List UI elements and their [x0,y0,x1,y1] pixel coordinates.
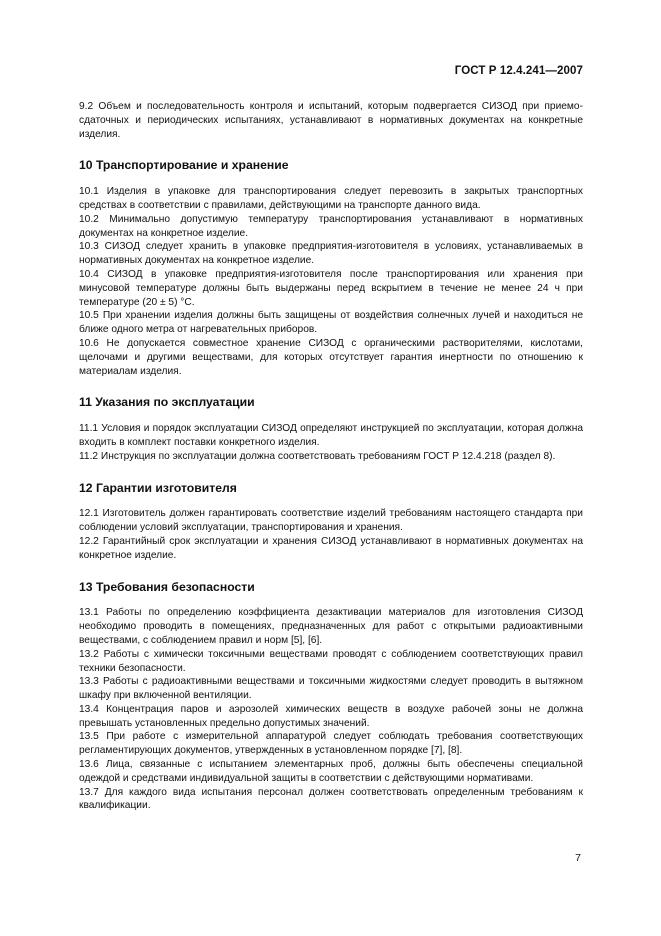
section-heading: 13 Требования безопасности [79,579,255,594]
section-10 [79,159,583,378]
paragraph: 13.2 Работы с химически токсичными веществами проводят с соблюдением соответствующих правил техники безопасности. [79,648,583,674]
paragraph: 10.5 При хранении изделия должны быть защищены от воздействия солнечных лучей и находиться не ближе одного метра от нагревательных приборов. [79,310,583,336]
paragraph: 11.2 Инструкция по эксплуатации должна соответствовать требованиям ГОСТ Р 12.4.218 (раздел 8). [79,450,556,462]
paragraph: 13.6 Лица, связанные с испытанием элементарных проб, должны быть обеспечены специальной одеждой и средствами индивидуальной защиты в соответствии с действующими нормативами. [79,759,583,784]
paragraph: 12.2 Гарантийный срок эксплуатации и хранения СИЗОД устанавливают в нормативных документах на конкретное изделие. [79,535,583,561]
paragraph: 11.1 Условия и порядок эксплуатации СИЗОД определяют инструкцией по эксплуатации, которая должна входить в комплект поставки конкретного изделия. [79,423,583,448]
section-12 [79,482,583,563]
section-heading: 12 Гарантии изготовителя [79,480,237,495]
section-heading: 11 Указания по эксплуатации [79,395,255,410]
paragraph: 10.4 СИЗОД в упаковке предприятия-изготовителя после транспортирования или хранения при минусовой температуре должны быть выдержаны перед вскрытием в течение не менее 24 ч при температуре (20 ± 5) °С. [79,268,583,308]
paragraph: 10.1 Изделия в упаковке для транспортирования следует перевозить в закрытых транспортных средствах в соответствии с правилами, действующими на транспорте данного вида. [79,186,583,211]
section-heading: 10 Транспортирование и хранение [79,158,289,173]
section-13 [79,581,583,814]
section-11 [79,396,583,463]
paragraph-9-2: 9.2 Объем и последовательность контроля и испытаний, которым подвергается СИЗОД при приемо-сдаточных и периодических испытаниях, устанавливают в нормативных документах на конкретные изделия. [79,101,583,140]
paragraph: 13.1 Работы по определению коэффициента дезактивации материалов для изготовления СИЗОД необходимо проводить в помещениях, предназначенных для работ с открытыми радиоактивными веществами, с соблюдением правил и норм [5], [6]. [79,607,583,646]
paragraph: 13.3 Работы с радиоактивными веществами и токсичными жидкостями следует проводить в вытяжном шкафу при включенной вентиляции. [79,676,583,702]
paragraph: 13.5 При работе с измерительной аппаратурой следует соблюдать требования соответствующих регламентирующих документов, утвержденных в установленном порядке [7], [8]. [79,731,583,757]
paragraph: 13.7 Для каждого вида испытания персонал должен соответствовать определенным требованиям к квалификации. [79,786,583,812]
paragraph: 13.4 Концентрация паров и аэрозолей химических веществ в воздухе рабочей зоны не должна превышать установленных предельно допустимых значений. [79,703,583,729]
paragraph: 10.2 Минимально допустимую температуру транспортирования устанавливают в нормативных документах на конкретное изделие. [79,213,583,239]
page-number: 7 [575,852,581,864]
paragraph: 10.3 СИЗОД следует хранить в упаковке предприятия-изготовителя в условиях, устанавливаемых в нормативных документах на конкретное изделие. [79,241,583,267]
document-code: ГОСТ Р 12.4.241—2007 [454,65,583,77]
document-body [79,100,583,813]
paragraph: 12.1 Изготовитель должен гарантировать соответствие изделий требованиям настоящего стандарта при соблюдении условий эксплуатации, транспортирования и хранения. [79,508,583,534]
paragraph: 10.6 Не допускается совместное хранение СИЗОД с органическими растворителями, кислотами, щелочами и другими веществами, для которых отсутствует гарантия инертности по отношению к материалам изделия. [79,337,583,377]
